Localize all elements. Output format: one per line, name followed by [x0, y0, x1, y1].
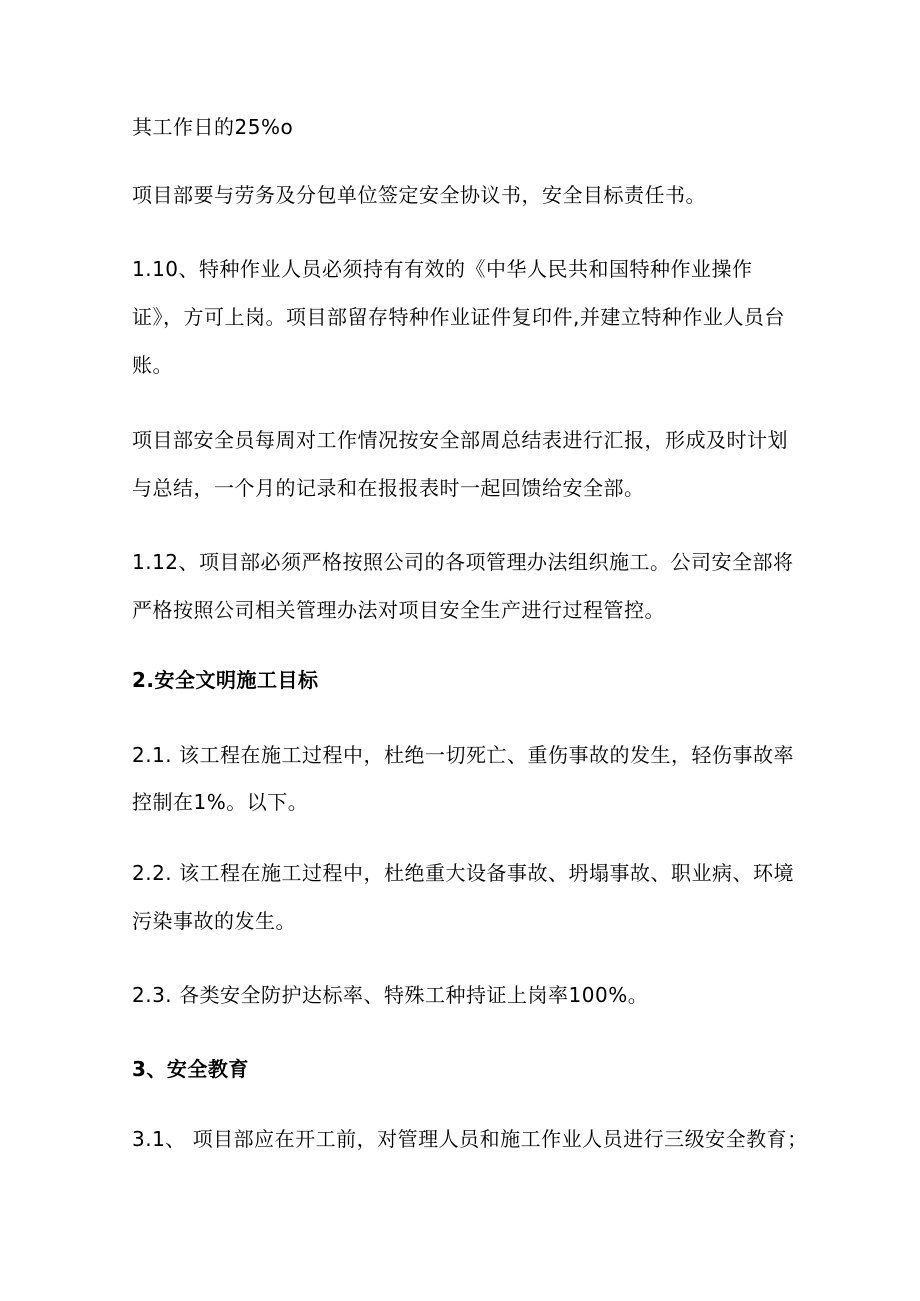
- text-line: 3.1、 项目部应在开工前，对管理人员和施工作业人员进行三级安全教育；: [132, 1127, 808, 1151]
- section-heading: 3、安全教育: [132, 1057, 249, 1081]
- text-line: 项目部要与劳务及分包单位签定安全协议书，安全目标责任书。: [132, 183, 706, 207]
- text-line: 项目部安全员每周对工作情况按安全部周总结表进行汇报，形成及时计划: [132, 428, 788, 452]
- text-line: 1.10、特种作业人员必须持有有效的《中华人民共和国特种作业操作: [132, 257, 753, 281]
- text-line: 账。: [132, 353, 173, 377]
- text-line: 2.3. 各类安全防护达标率、特殊工种持证上岗率100%。: [132, 983, 649, 1007]
- text-line: 2.2. 该工程在施工过程中，杜绝重大设备事故、坍塌事故、职业病、环境: [132, 861, 795, 885]
- text-line: 2.1. 该工程在施工过程中，杜绝一切死亡、重伤事故的发生，轻伤事故率: [132, 743, 795, 767]
- text-line: 控制在1%。以下。: [132, 790, 309, 814]
- text-line: 其工作日的25%o: [132, 115, 294, 139]
- text-line: 证》，方可上岗。项目部留存特种作业证件复印件,并建立特种作业人员台: [132, 305, 785, 329]
- text-line: 污染事故的发生。: [132, 909, 296, 933]
- text-line: 与总结，一个月的记录和在报报表时一起回馈给安全部。: [132, 476, 645, 500]
- text-line: 1.12、项目部必须严格按照公司的各项管理办法组织施工。公司安全部将: [132, 550, 794, 574]
- section-heading: 2.安全文明施工目标: [132, 668, 319, 692]
- text-line: 严格按照公司相关管理办法对项目安全生产进行过程管控。: [132, 598, 665, 622]
